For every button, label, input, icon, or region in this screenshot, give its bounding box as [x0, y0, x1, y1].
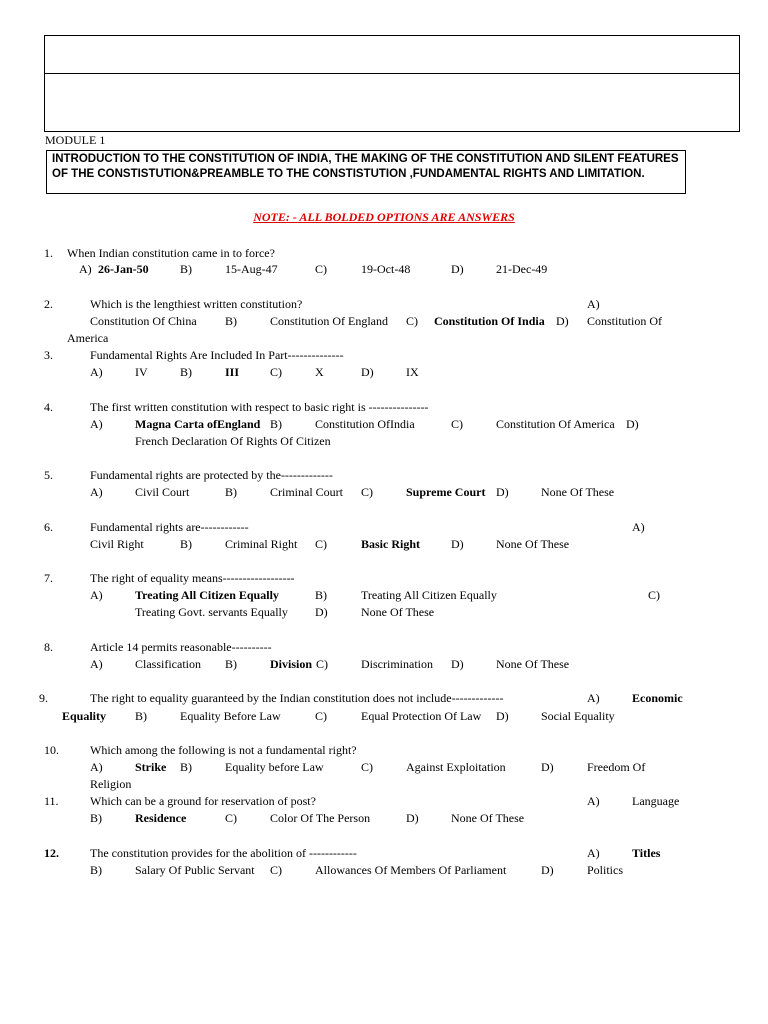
option-label: D): [496, 485, 509, 499]
option-answer: Residence: [135, 811, 187, 825]
header-table-divider: [45, 73, 739, 74]
question-text: Which among the following is not a fundamental right?: [90, 743, 357, 757]
option-text: 15-Aug-47: [225, 262, 278, 276]
option-label: B): [180, 537, 192, 551]
option-label: B): [315, 588, 327, 602]
option-answer: Treating All Citizen Equally: [135, 588, 279, 602]
option-text: Color Of The Person: [270, 811, 371, 825]
option-label: B): [180, 760, 192, 774]
option-answer: Economic: [632, 691, 683, 705]
option-label: C): [451, 417, 463, 431]
question-number: 4.: [44, 400, 53, 414]
option-label: A): [90, 760, 103, 774]
question-text: Fundamental rights are protected by the-------------: [90, 468, 333, 482]
option-label: D): [361, 365, 374, 379]
question-number: 6.: [44, 520, 53, 534]
option-text: Constitution Of China: [90, 314, 197, 328]
option-label: C): [225, 811, 237, 825]
option-label: A): [90, 417, 103, 431]
option-label: A): [90, 365, 103, 379]
option-answer: Division: [270, 657, 313, 671]
option-text-wrap: Religion: [90, 777, 132, 791]
option-label: D): [556, 314, 569, 328]
module-label: MODULE 1: [45, 133, 106, 147]
option-label: B): [225, 314, 237, 328]
option-text: None Of These: [361, 605, 435, 619]
option-answer: Constitution Of India: [434, 314, 545, 328]
question-number: 3.: [44, 348, 53, 362]
option-label: C): [315, 709, 327, 723]
option-text: Discrimination: [361, 657, 433, 671]
option-label: D): [451, 537, 464, 551]
option-label: C): [270, 365, 282, 379]
question-text: Article 14 permits reasonable----------: [90, 640, 272, 654]
question-text: Fundamental rights are------------: [90, 520, 249, 534]
option-text-wrap: America: [67, 331, 109, 345]
option-text: Civil Court: [135, 485, 190, 499]
question-number: 10.: [44, 743, 59, 757]
question-number: 11.: [44, 794, 59, 808]
option-text: Allowances Of Members Of Parliament: [315, 863, 507, 877]
option-label: C): [406, 314, 418, 328]
option-text: Social Equality: [541, 709, 615, 723]
option-label: D): [541, 863, 554, 877]
option-label: D): [451, 657, 464, 671]
option-text: Constitution OfIndia: [315, 417, 415, 431]
question-number: 12.: [44, 846, 59, 860]
question-text: Which can be a ground for reservation of post?: [90, 794, 316, 808]
question-text: The constitution provides for the abolition of ------------: [90, 846, 357, 860]
option-label: B): [90, 811, 102, 825]
question-number: 5.: [44, 468, 53, 482]
option-label: C): [315, 262, 327, 276]
option-text: Classification: [135, 657, 201, 671]
option-label: A): [587, 297, 600, 311]
option-text: Civil Right: [90, 537, 144, 551]
module-title: INTRODUCTION TO THE CONSTITUTION OF INDIA, THE MAKING OF THE CONSTITUTION AND SILENT FEATURES OF THE CONSTISTUTION&PREAMBLE TO THE CONSTISTUTION ,FUNDAMENTAL RIGHTS AND LIMITATION.: [46, 150, 686, 194]
option-label: D): [451, 262, 464, 276]
question-text: The right to equality guaranteed by the Indian constitution does not include-------------: [90, 691, 504, 705]
option-text: Language: [632, 794, 680, 808]
option-label: C): [270, 863, 282, 877]
option-answer: Titles: [632, 846, 661, 860]
option-text-wrap: French Declaration Of Rights Of Citizen: [135, 434, 331, 448]
option-label: C): [361, 760, 373, 774]
question-text: When Indian constitution came in to force?: [67, 246, 275, 260]
question-number: 8.: [44, 640, 53, 654]
option-label: A): [90, 588, 103, 602]
question-number: 2.: [44, 297, 53, 311]
option-label: B): [225, 657, 237, 671]
option-answer: Strike: [135, 760, 167, 774]
option-text: Constitution Of England: [270, 314, 388, 328]
option-text: Treating All Citizen Equally: [361, 588, 497, 602]
option-label: C): [316, 657, 328, 671]
option-text: Equal Protection Of Law: [361, 709, 482, 723]
question-text: The first written constitution with respect to basic right is ---------------: [90, 400, 429, 414]
option-label: B): [135, 709, 147, 723]
option-text: Constitution Of America: [496, 417, 615, 431]
option-text: Criminal Court: [270, 485, 343, 499]
question-text: The right of equality means------------------: [90, 571, 295, 585]
option-label: A): [90, 485, 103, 499]
option-text: Freedom Of: [587, 760, 646, 774]
option-label: D): [315, 605, 328, 619]
option-text: Equality Before Law: [180, 709, 281, 723]
option-label: A): [79, 262, 92, 276]
option-label: C): [361, 485, 373, 499]
question-number: 1.: [44, 246, 53, 260]
option-text: Salary Of Public Servant: [135, 863, 255, 877]
option-text: None Of These: [496, 657, 570, 671]
option-label: A): [90, 657, 103, 671]
option-label: D): [541, 760, 554, 774]
option-label: A): [587, 846, 600, 860]
option-text: IV: [135, 365, 148, 379]
option-label: D): [406, 811, 419, 825]
question-text: Which is the lengthiest written constitution?: [90, 297, 303, 311]
option-text: 19-Oct-48: [361, 262, 411, 276]
option-text: Criminal Right: [225, 537, 298, 551]
option-label: C): [648, 588, 660, 602]
option-text: None Of These: [541, 485, 615, 499]
option-text: None Of These: [496, 537, 570, 551]
option-text: 21-Dec-49: [496, 262, 548, 276]
option-text: Constitution Of: [587, 314, 663, 328]
option-label: B): [225, 485, 237, 499]
question-number: 9.: [39, 691, 48, 705]
option-label: B): [180, 262, 192, 276]
question-text: Fundamental Rights Are Included In Part--------------: [90, 348, 344, 362]
option-label: B): [180, 365, 192, 379]
option-label: D): [496, 709, 509, 723]
option-label: C): [315, 537, 327, 551]
option-label: A): [587, 691, 600, 705]
header-table: [44, 35, 740, 132]
option-answer: III: [225, 365, 240, 379]
answer-note: NOTE: - ALL BOLDED OPTIONS ARE ANSWERS: [253, 210, 515, 224]
option-text: Politics: [587, 863, 624, 877]
option-answer-wrap: Equality: [62, 709, 107, 723]
option-label: A): [587, 794, 600, 808]
option-text: Equality before Law: [225, 760, 324, 774]
option-text: X: [315, 365, 324, 379]
question-number: 7.: [44, 571, 53, 585]
option-answer: Supreme Court: [406, 485, 486, 499]
option-label: B): [90, 863, 102, 877]
option-label: A): [632, 520, 645, 534]
option-text: Treating Govt. servants Equally: [135, 605, 288, 619]
option-answer: 26-Jan-50: [98, 262, 149, 276]
option-label: D): [626, 417, 639, 431]
option-text: None Of These: [451, 811, 525, 825]
option-answer: Magna Carta ofEngland: [135, 417, 261, 431]
option-text: IX: [406, 365, 419, 379]
option-text: Against Exploitation: [406, 760, 506, 774]
option-answer: Basic Right: [361, 537, 421, 551]
option-label: B): [270, 417, 282, 431]
